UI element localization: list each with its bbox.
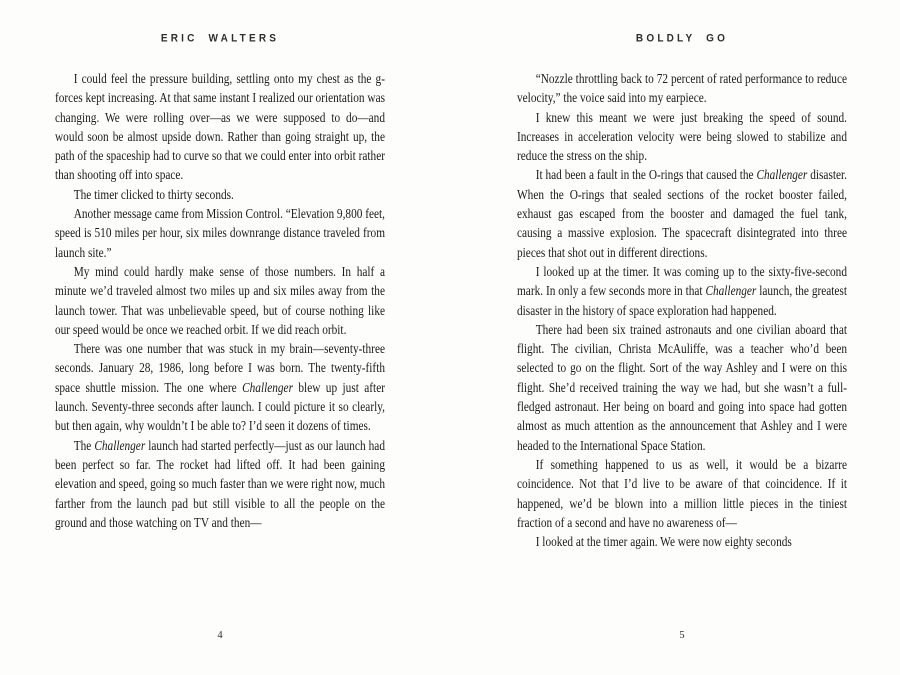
page-number-left: 4 <box>217 630 223 641</box>
paragraph: My mind could hardly make sense of those numbers. In half a minute we’d traveled almost two miles up and six miles away from the launch tower. That was unbelievable speed, but of course nothing like our speed would be once we reached orbit. If we did reach orbit. <box>55 263 385 337</box>
paragraph: “Nozzle throttling back to 72 percent of rated performance to reduce velocity,” the voice said into my earpiece. <box>517 71 847 106</box>
paragraph: There was one number that was stuck in my brain—seventy-three seconds. January 28, 1986, long before I was born. The twenty-fifth space shuttle mission. The one where Challenger blew up just after launch. Seventy-three seconds after launch. I could picture it so clearly, but then again, why wouldn’t I be able to? I’d seen it dozens of times. <box>55 341 385 434</box>
left-page-body <box>55 69 385 532</box>
paragraph: I could feel the pressure building, settling onto my chest as the g-forces kept increasing. At that same instant I realized our orientation was changing. We were rolling over—as we were supposed to do—and would soon be almost upside down. Rather than going straight up, the path of the spaceship had to curve so that we could enter into orbit rather than shooting off into space. <box>55 71 385 183</box>
paragraph: Another message came from Mission Control. “Elevation 9,800 feet, speed is 510 miles per hour, six miles downrange distance traveled from launch site.” <box>55 206 385 260</box>
paragraph: I looked at the timer again. We were now eighty seconds <box>535 534 792 550</box>
paragraph: There had been six trained astronauts and one civilian aboard that flight. The civilian, Christa McAuliffe, was a teacher who’d been selected to go on the flight. Sort of the way Ashley and I were on this flight. She’d received training the way we had, but she wasn’t a full-fledged astronaut. Her being on board and going into space had gotten almost as much attention as the announcement that Ashley and I were headed to the International Space Station. <box>517 321 847 453</box>
page-number-right: 5 <box>679 630 685 641</box>
right-page <box>517 0 847 675</box>
paragraph: It had been a fault in the O-rings that caused the Challenger disaster. When the O-rings that sealed sections of the rocket booster failed, exhaust gas escaped from the booster and damaged the fuel tank, causing a massive explosion. The spacecraft disintegrated into three pieces that shot out in different directions. <box>517 167 847 260</box>
paragraph: If something happened to us as well, it would be a bizarre coincidence. Not that I’d live to be aware of that coincidence. If it happened, we’d be blown into a million little pieces in the tiniest fraction of a second and have no awareness of— <box>517 456 847 530</box>
paragraph: The timer clicked to thirty seconds. <box>73 186 234 202</box>
paragraph: I looked up at the timer. It was coming up to the sixty-five-second mark. In only a few seconds more in that Challenger launch, the greatest disaster in the history of space exploration had happened. <box>517 263 847 318</box>
right-page-body <box>517 69 847 551</box>
paragraph: I knew this meant we were just breaking the speed of sound. Increases in acceleration velocity were being slowed to stabilize and reduce the stress on the ship. <box>517 109 847 164</box>
running-header-title: BOLDLY GO <box>635 33 729 45</box>
paragraph: The Challenger launch had started perfectly—just as our launch had been perfect so far. The rocket had lifted off. It had been gaining elevation and speed, going so much faster than we were right now, much farther from the launch pad but still visible to all the people on the ground and those watching on TV and then— <box>55 437 385 530</box>
running-header-author: ERIC WALTERS <box>160 33 280 45</box>
left-page <box>55 0 385 675</box>
